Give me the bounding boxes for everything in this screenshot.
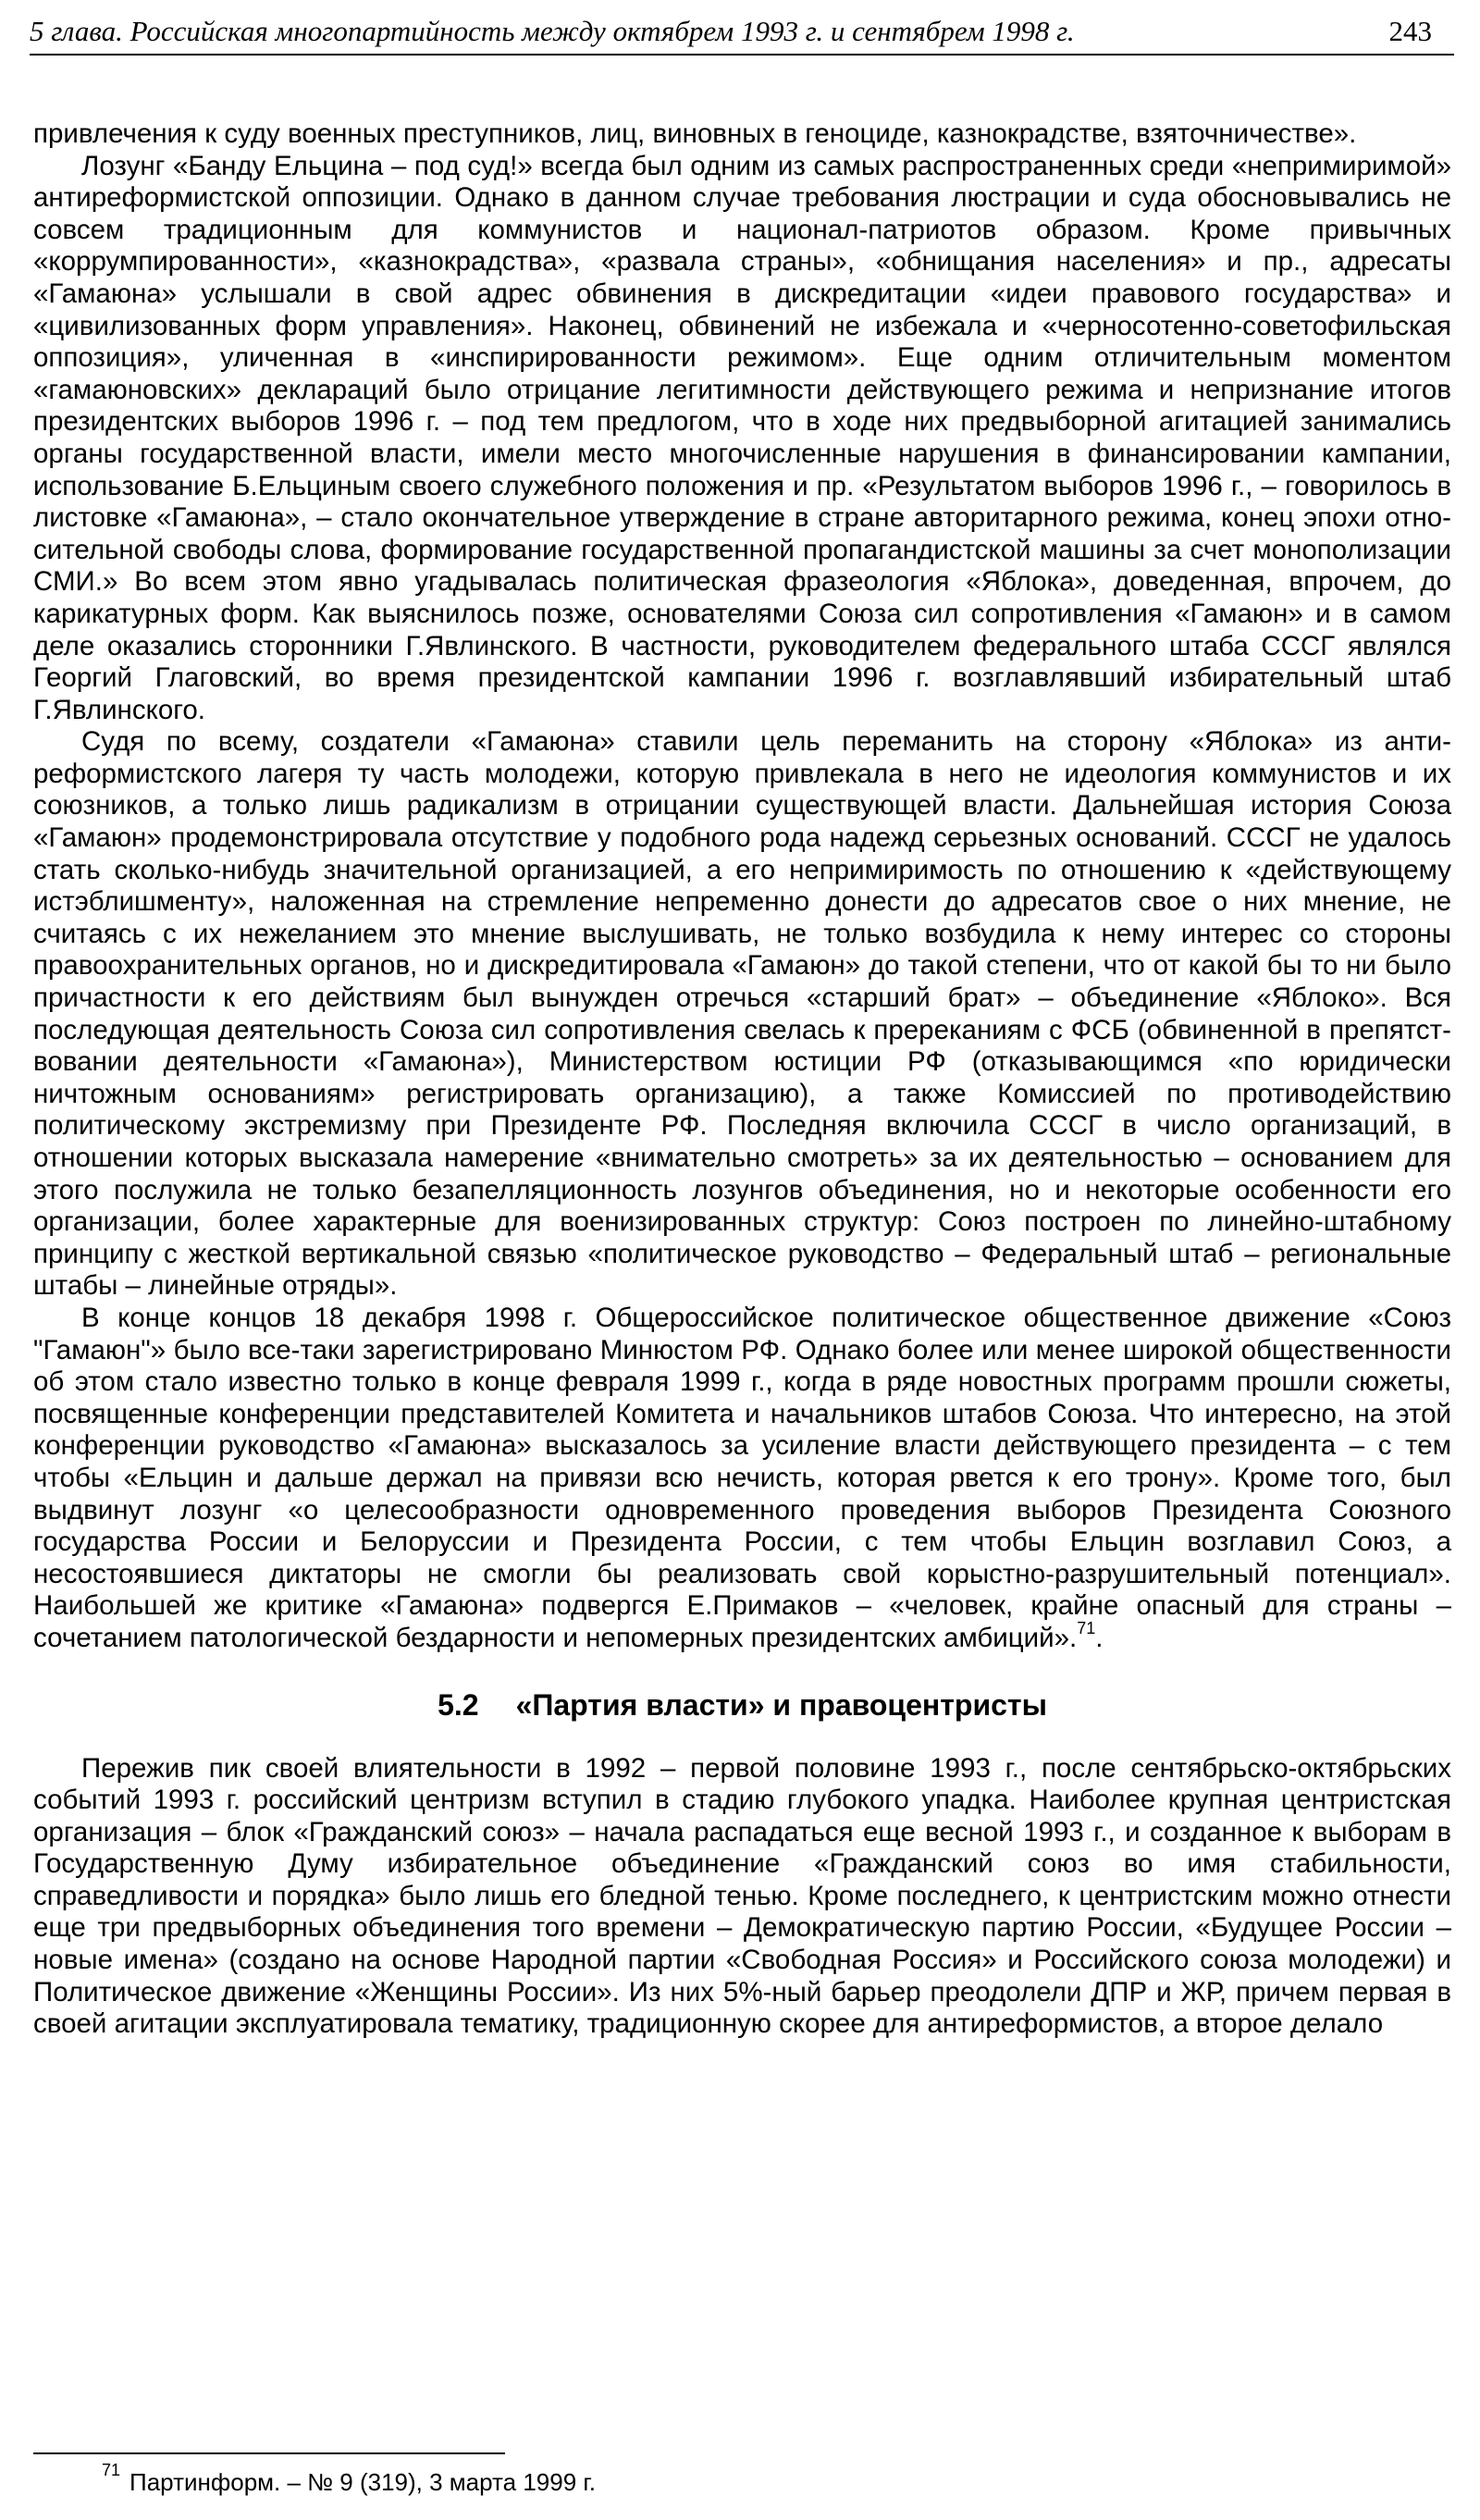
- chapter-title: 5 глава. Российская многопартийность между октябрем 1993 г. и сентябрем 1998 г.: [30, 15, 1075, 47]
- section-title: «Партия власти» и правоцентристы: [515, 1687, 1047, 1722]
- footnote-text: Партинформ. – № 9 (319), 3 марта 1999 г.: [130, 2468, 596, 2496]
- paragraph: В конце концов 18 декабря 1998 г. Общероссийское политическое общественное движение «Союз "Гамаюн"» было все-таки зарегистрировано Минюстом РФ. Однако более или менее широкой общественности об этом стало известно только в конце февраля 1999 г., когда в ряде новостных программ прошли сюжеты, посвященные конференции представителей Комитета и начальников штабов Союза. Что интересно, на этой конференции руководство «Гамаюна» высказалось за усиление власти действующего президента – с тем чтобы «Ельцин и дальше держал на привязи всю нечисть, которая рвется к его трону». Кроме того, был выдвинут лозунг «о целесообразности одновременного проведения выборов Президента Союзного государства России и Белоруссии и Президента России, с тем чтобы Ельцин возглавил Союз, а несостоявшиеся диктаторы не смогли бы реализовать свой корыстно-разрушительный потенциал». Наибольшей же критике «Гамаюна» подвергся Е.Примаков – «человек, крайне опасный для страны – сочетанием патологической бездарности и непомерных президентских амбиций».$^{71}$.: [33, 1302, 1451, 1653]
- footnote-reference[interactable]: 71: [1077, 1619, 1096, 1638]
- main-text: [33, 118, 1451, 2041]
- section-heading: [33, 1686, 1451, 1723]
- paragraph: Судя по всему, создатели «Гамаюна» ставили цель переманить на сторону «Яблока» из антиреформистского лагеря ту часть молодежи, которую привлекала в него не идеология коммунистов и их союзников, а только лишь радикализм в отрицании существующей власти. Дальнейшая история Союза «Гамаюн» продемонстрировала отсутствие у подобного рода надежд серьезных оснований. СССГ не удалось стать сколько-нибудь значительной организацией, а его непримиримость по отношению к «действующему истэблишменту», наложенная на стремление непременно донести до адресатов свое о них мнение, не считаясь с их нежеланием это мнение выслушивать, не только возбудила к нему интерес со стороны правоохранительных органов, но и дискредитировала «Гамаюн» до такой степени, что от какой бы то ни было причастности к его действиям был вынужден отречься «старший брат» – объединение «Яблоко». Вся последующая деятельность Союза сил сопротивления свелась к пререканиям с ФСБ (обвиненной в препятствовании деятельности «Гамаюна»), Министерством юстиции РФ (отказывающимся «по юридически ничтожным основаниям» регистрировать организацию), а также Комиссией по противодействию политическому экстремизму при Президенте РФ. Последняя включила СССГ в число организаций, в отношении которых высказала намерение «внимательно смотреть» за их деятельностью – основанием для этого послужила не только безапелляционность лозунгов объединения, но и некоторые особенности его организации, более характерные для военизированных структур: Союз построен по линейно-штабному принципу с жесткой вертикальной связью «политическое руководство – Федеральный штаб – региональные штабы – линейные отряды».: [33, 726, 1451, 1302]
- footnote: [102, 2461, 596, 2498]
- footnote-divider: [33, 2452, 505, 2454]
- running-header: [30, 11, 1454, 56]
- paragraph: Пережив пик своей влиятельности в 1992 – первой половине 1993 г., после сентябрьско-октябрьских событий 1993 г. российский центризм вступил в стадию глубокого упадка. Наиболее крупная центристская организация – блок «Гражданский союз» – начала распадаться еще весной 1993 г., и созданное к выборам в Государственную Думу избирательное объединение «Гражданский союз во имя стабильности, справедливости и порядка» было лишь его бледной тенью. Кроме последнего, к центристским можно отнести еще три предвыборных объединения того времени – Демократическую партию России, «Будущее России – новые имена» (создано на основе Народной партии «Свободная Россия» и Российского союза молодежи) и Политическое движение «Женщины России». Из них 5%-ный барьер преодолели ДПР и ЖР, причем первая в своей агитации эксплуатировала тематику, традиционную скорее для антиреформистов, а второе делало: [33, 1752, 1451, 2040]
- page-number: 243: [1388, 15, 1432, 47]
- paragraph: Лозунг «Банду Ельцина – под суд!» всегда был одним из самых распространенных среди «непримиримой» антиреформистской оппозиции. Однако в данном случае требования люстрации и суда обосновывались не совсем традиционным для коммунистов и национал-патриотов образом. Кроме привычных «коррумпированности», «казнокрадства», «развала страны», «обнищания населения» и пр., адресаты «Гамаюна» услышали в свой адрес обвинения в дискредитации «идеи правового государства» и «цивилизованных форм управления». Наконец, обвинений не избежала и «черносотенно-советофильская оппозиция», уличенная в «инспирированности режимом». Еще одним отличительным моментом «гамаюновских» деклараций было отрицание легитимности действующего режима и непризнание итогов президентских выборов 1996 г. – под тем предлогом, что в ходе них предвыборной агитацией занимались органы государственной власти, имели место многочисленные нарушения в финансировании кампании, использование Б.Ельциным своего служебного положения и пр. «Результатом выборов 1996 г., – говорилось в листовке «Гамаюна», – стало окончательное утверждение в стране авторитарного режима, конец эпохи относительной свободы слова, формирование государственной пропагандистской машины за счет монополизации СМИ.» Во всем этом явно угадывалась политическая фразеология «Яблока», доведенная, впрочем, до карикатурных форм. Как выяснилось позже, основателями Союза сил сопротивления «Гамаюн» и в самом деле оказались сторонники Г.Явлинского. В частности, руководителем федерального штаба СССГ являлся Георгий Глаговский, во время президентской кампании 1996 г. возглавлявший избирательный штаб Г.Явлинского.: [33, 150, 1451, 725]
- paragraph-text: В конце концов 18 декабря 1998 г. Общероссийское политическое общественное движение «Союз "Гамаюн"» было все-таки зарегистрировано Минюстом РФ. Однако более или менее широкой общественности об этом стало известно только в конце февраля 1999 г., когда в ряде новостных программ прошли сюжеты, посвященные конференции представителей Комитета и начальников штабов Союза. Что интересно, на этой конференции руководство «Гамаюна» высказалось за усиление власти действующего президента – с тем чтобы «Ельцин и дальше держал на привязи всю нечисть, которая рвется к его трону». Кроме того, был выдвинут лозунг «о целесообразности одновременного проведения выборов Президента Союзного государства России и Белоруссии и Президента России, с тем чтобы Ельцин возглавил Союз, а несостоявшиеся диктаторы не смогли бы реализовать свой корыстно-разрушительный потенциал». Наибольшей же критике «Гамаюна» подвергся Е.Примаков – «человек, крайне опасный для страны – сочетанием патологической бездарности и непомерных президентских амбиций».: [33, 1302, 1451, 1653]
- footnote-number: 71: [102, 2461, 121, 2480]
- section-number: 5.2: [438, 1687, 479, 1722]
- paragraph-continuation: привлечения к суду военных преступников, лиц, виновных в геноциде, казнокрадстве, взяточничестве».: [33, 118, 1357, 149]
